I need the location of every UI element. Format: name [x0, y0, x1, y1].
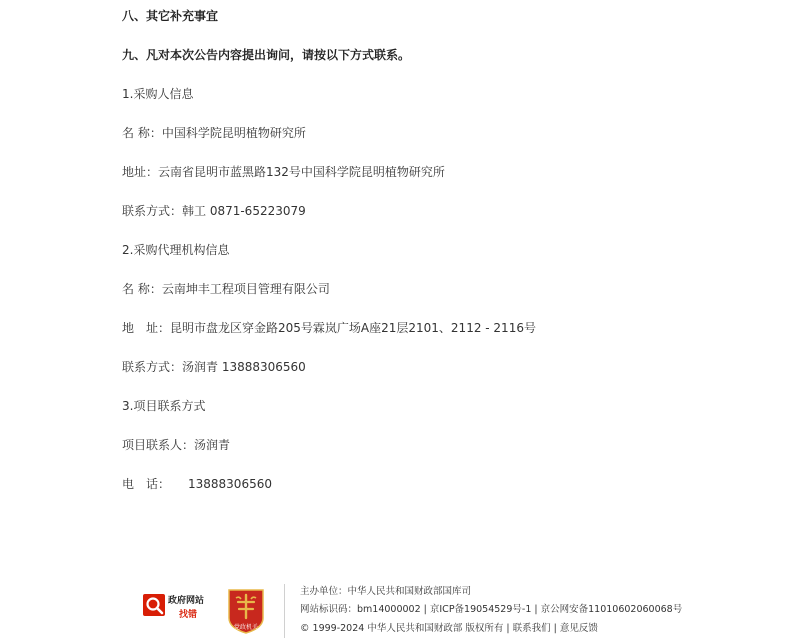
gov-site-logo-title: 政府网站 — [168, 596, 205, 606]
gov-site-error-report-link[interactable] — [143, 592, 213, 626]
agency-name: 名 称：云南坤丰工程项目管理有限公司 — [122, 282, 330, 296]
footer-site-id[interactable]: 网站标识码：bm14000002 | 京ICP备19054529号-1 | 京公网安备11010602060068号 — [300, 604, 683, 615]
agency-contact: 联系方式：汤润青 13888306560 — [122, 360, 306, 374]
purchaser-heading: 1.采购人信息 — [122, 87, 194, 101]
magnifier-logo-icon — [143, 594, 165, 618]
purchaser-name: 名 称：中国科学院昆明植物研究所 — [122, 126, 306, 140]
project-phone: 电 话： 13888306560 — [122, 477, 272, 491]
project-contact-heading: 3.项目联系方式 — [122, 399, 206, 413]
footer-sponsor: 主办单位：中华人民共和国财政部国库司 — [300, 586, 472, 597]
section-9-heading: 九、凡对本次公告内容提出询问，请按以下方式联系。 — [122, 48, 411, 62]
project-contact-person: 项目联系人：汤润青 — [122, 438, 231, 452]
purchaser-contact: 联系方式：韩工 0871-65223079 — [122, 204, 306, 218]
badge-label: 党政机关 — [233, 624, 258, 631]
party-gov-agency-badge[interactable] — [227, 588, 265, 634]
footer-copyright[interactable]: © 1999-2024 中华人民共和国财政部 版权所有 | 联系我们 | 意见反馈 — [300, 623, 598, 634]
section-8-heading: 八、其它补充事宜 — [122, 9, 219, 23]
gov-site-logo-subtitle: 找错 — [179, 610, 198, 620]
purchaser-address: 地址：云南省昆明市蓝黑路132号中国科学院昆明植物研究所 — [122, 165, 445, 179]
agency-address: 地 址：昆明市盘龙区穿金路205号霖岚广场A座21层2101、2112 - 2116号 — [122, 321, 536, 335]
footer-divider — [284, 584, 285, 638]
agency-heading: 2.采购代理机构信息 — [122, 243, 230, 257]
